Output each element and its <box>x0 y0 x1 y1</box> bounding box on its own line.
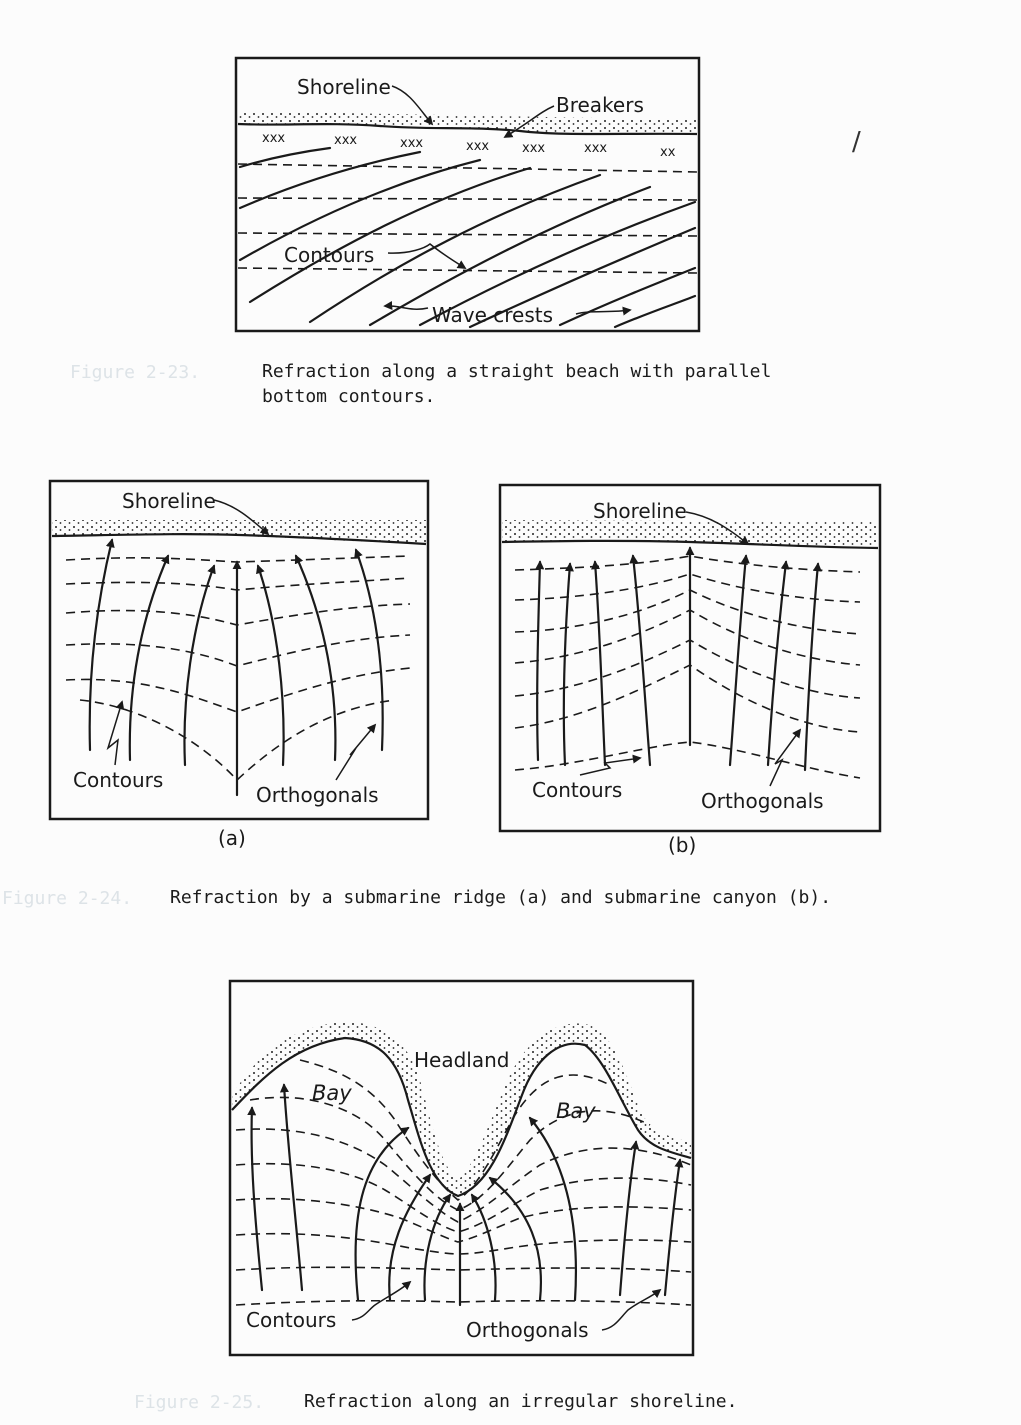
label-orthogonals: Orthogonals <box>701 789 824 813</box>
label-contours: Contours <box>532 778 623 802</box>
label-shoreline: Shoreline <box>297 75 391 99</box>
orthogonals <box>252 1085 680 1305</box>
faint-figure-number-2-23: Figure 2-23. <box>70 362 201 383</box>
leader-orthogonals <box>336 725 375 780</box>
leader-wave-crests-left <box>385 306 428 309</box>
leader-orthogonals <box>602 1290 660 1330</box>
breaker-mark: xxx <box>334 133 358 148</box>
label-orthogonals: Orthogonals <box>466 1318 589 1342</box>
breaker-mark: xxx <box>584 141 608 156</box>
caption-figure-2-23-line1: Refraction along a straight beach with parallel <box>262 361 772 382</box>
label-breakers: Breakers <box>556 93 644 117</box>
sand-band <box>502 520 878 548</box>
label-contours: Contours <box>246 1308 337 1332</box>
orthogonals <box>90 540 383 795</box>
label-bay-right: Bay <box>556 1099 596 1123</box>
breaker-mark: xxx <box>522 141 546 156</box>
label-wave-crests: Wave crests <box>432 303 554 327</box>
wave-crests <box>240 148 695 327</box>
figure-canyon <box>500 485 880 857</box>
label-contours: Contours <box>73 768 164 792</box>
leader-contours <box>108 702 122 765</box>
sublabel-b: (b) <box>668 833 697 857</box>
sublabel-a: (a) <box>218 826 246 850</box>
caption-figure-2-25: Refraction along an irregular shoreline. <box>304 1391 738 1412</box>
breaker-mark: xxx <box>466 139 490 154</box>
figure-irregular-shoreline <box>230 981 693 1355</box>
faint-figure-number-2-25: Figure 2-25. <box>134 1392 265 1413</box>
label-shoreline: Shoreline <box>593 499 687 523</box>
breaker-mark: xx <box>660 145 676 160</box>
orthogonals <box>537 548 818 770</box>
figure-ridge <box>50 481 428 850</box>
label-contours: Contours <box>284 243 375 267</box>
leader-orthogonals <box>770 730 800 786</box>
breaker-mark: xxx <box>262 131 286 146</box>
leader-contours <box>580 758 640 775</box>
breaker-mark: xxx <box>400 136 424 151</box>
contour-lines <box>515 556 860 778</box>
label-bay-left: Bay <box>312 1081 352 1105</box>
faint-figure-number-2-24: Figure 2-24. <box>2 888 133 909</box>
figure-straight-beach <box>236 58 699 331</box>
margin-pen-mark: / <box>852 127 861 157</box>
caption-figure-2-24: Refraction by a submarine ridge (a) and submarine canyon (b). <box>170 887 832 908</box>
leader-contours <box>388 244 465 268</box>
label-shoreline: Shoreline <box>122 489 216 513</box>
breaker-marks <box>262 131 676 160</box>
label-orthogonals: Orthogonals <box>256 783 379 807</box>
label-headland: Headland <box>414 1048 510 1072</box>
caption-figure-2-23-line2: bottom contours. <box>262 386 436 407</box>
